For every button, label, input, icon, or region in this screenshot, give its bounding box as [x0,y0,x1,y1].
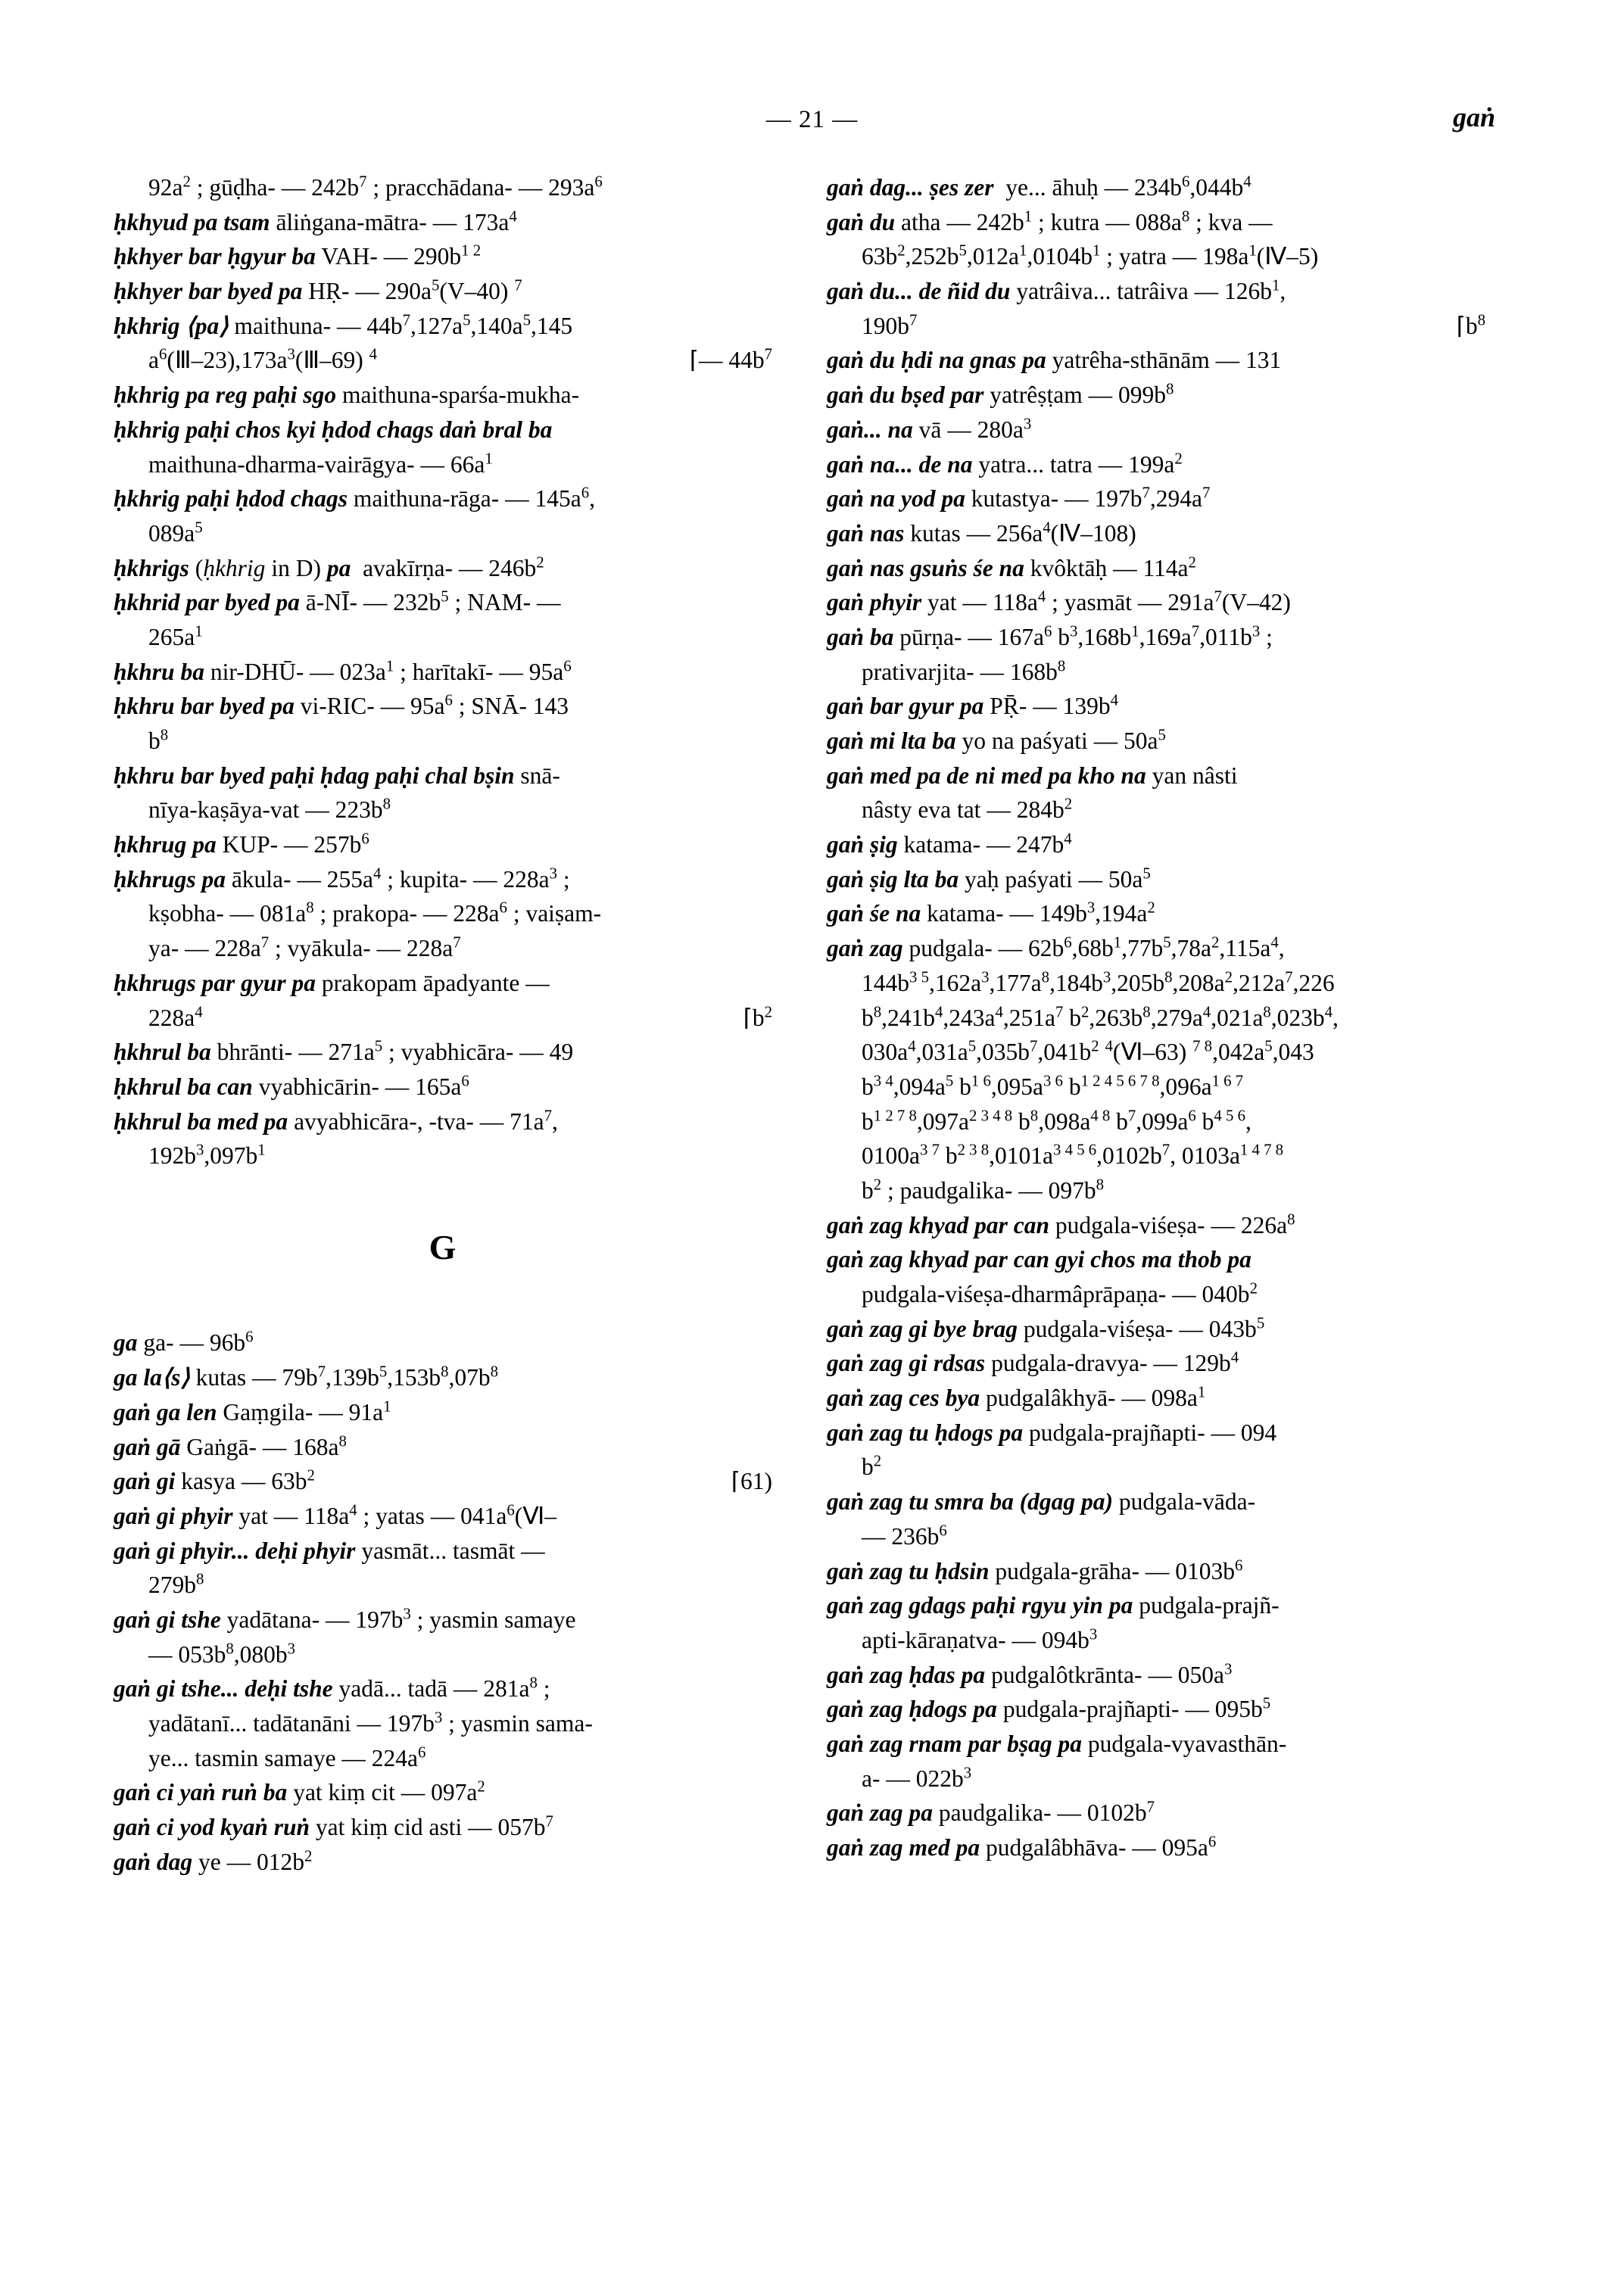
headword: gaṅ zag pa [827,1799,934,1827]
gloss: $b^{3 4},094a^5$ $b^{1 6},095a^{3 6}$ $b^{1 2 4 5 6 7 8},096a^{1 6 7}$ [862,1072,1244,1100]
headword: gaṅ gi phyir... deḥi phyir [114,1537,356,1564]
marginal-note: ⌈— $44b^7$ [689,345,772,374]
headword: gaṅ ga len [114,1398,217,1425]
headword: gaṅ ci yod kyaṅ ruṅ [114,1814,310,1841]
dictionary-entry [827,551,1485,585]
gloss: bhrānti- — $271a^5$ ; vyabhicāra- — 49 [217,1037,574,1066]
dictionary-entry [827,274,1485,308]
dictionary-entry [114,1603,772,1637]
gloss: nir-DHŪ- — $023a^1$ ; harītakī- — $95a^6$ [210,657,572,685]
entry-continuation [827,1104,1485,1139]
entry-continuation [827,1173,1485,1207]
gloss: yadā... tadā — $281a^8$ ; [338,1674,550,1703]
headword: gaṅ... na [827,416,913,443]
gloss: yat kiṃ cit — $097a^2$ [293,1777,485,1806]
entry-continuation [827,1450,1485,1484]
headword: gaṅ du bṣed par [827,382,984,409]
dictionary-entry [114,827,772,861]
headword: gaṅ zag [827,935,903,962]
entry-continuation [827,1519,1485,1553]
entry-continuation [827,1623,1485,1657]
dictionary-entry [827,1830,1485,1865]
dictionary-entry [827,931,1485,965]
entry-continuation [827,309,1485,343]
entry-continuation [827,1762,1485,1796]
right-column [827,170,1485,1879]
headword: gaṅ śe na [827,900,921,927]
gloss: ye — $012b^2$ [198,1847,313,1875]
gloss: pudgala-prajñapti- — $095b^5$ [1002,1694,1271,1723]
gloss: katama- — $149b^3,194a^2$ [927,899,1155,927]
dictionary-entry [114,1070,772,1104]
gloss: ṣes zer ye... āhuḥ — $234b^6,044b^4$ [929,173,1252,201]
dictionary-entry [827,343,1485,377]
headword: ḥkhyer bar ḥgyur ba [114,243,316,270]
headword: ḥkhrig paḥi chos kyi ḥdod chags daṅ bral ba [114,416,553,443]
gloss: $92a^2$ ; gūḍha- — $242b^7$ ; pracchādana- — $293a^6$ [148,173,603,201]
dictionary-entry [114,1395,772,1429]
entry-continuation [114,793,772,827]
gloss: Gaṅgā- — $168a^8$ [186,1432,347,1460]
dictionary-entry [114,689,772,723]
gloss: yaḥ paśyati — $50a^5$ [965,865,1151,893]
gloss: pudgala-viśeṣa-dharmâprāpaṇa- — $040b^2$ [862,1279,1258,1307]
gloss: ākula- — $255a^4$ ; kupita- — $228a^3$ ; [231,865,570,893]
dictionary-entry [827,170,1485,204]
dictionary-entry [827,1588,1485,1622]
headword: ḥkhrugs pa [114,865,226,893]
gloss: a- — $022b^3$ [862,1764,972,1792]
gloss: ya- — $228a^7$ ; vyākula- — $228a^7$ [148,933,461,962]
headword: gaṅ zag ḥdas pa [827,1661,986,1688]
entry-continuation [827,655,1485,689]
entry-continuation [114,170,772,204]
entry-continuation [114,931,772,965]
headword: gaṅ gi phyir [114,1502,233,1529]
gloss: Gaṃgila- — $91a^1$ [223,1397,391,1425]
dictionary-entry [114,759,772,793]
headword: ḥkhyud pa tsam [114,208,270,235]
gloss: ga- — $96b^6$ [143,1328,254,1357]
headword: ḥkhru bar byed pa [114,693,295,720]
gloss: prakopam āpadyante — [321,969,550,996]
gloss: maithuna-rāga- — $145a^6$, [353,484,596,512]
dictionary-entry [114,655,772,689]
page-header [0,102,1624,151]
dictionary-entry [114,1499,772,1533]
dictionary-entry [827,1312,1485,1346]
gloss: $b^2$ ; paudgalika- — $097b^8$ [862,1176,1104,1204]
dictionary-entry [827,516,1485,550]
entry-continuation [827,239,1485,273]
headword: ḥkhrid par byed pa [114,589,300,616]
gloss: $b^{1 2 7 8},097a^{2 3 4 8}$ $b^8,098a^{4 8}$ $b^7,099a^6$ $b^{4 5 6}$, [862,1107,1252,1135]
dictionary-entry [827,1416,1485,1450]
running-head: gaṅ [1452,102,1495,132]
dictionary-entry [114,1035,772,1069]
gloss: apti-kāraṇatva- — $094b^3$ [862,1625,1098,1653]
gloss: maithuna-sparśa-mukha- [341,382,580,409]
dictionary-entry [827,413,1485,447]
headword: gaṅ zag gdags paḥi rgyu yin pa [827,1592,1133,1619]
gloss: kṣobha- — $081a^8$ ; prakopa- — $228a^6$ ; vaiṣam- [148,899,602,927]
gloss: pudgala-prajñapti- — 094 [1028,1419,1277,1446]
headword: gaṅ ṣig lta ba [827,865,959,893]
gloss: KUP- — $257b^6$ [222,830,369,858]
headword: gaṅ zag khyad par can gyi chos ma thob pa [827,1246,1252,1273]
gloss: — $053b^8,080b^3$ [148,1640,296,1668]
section-letter-heading: G [429,1228,457,1267]
dictionary-entry [827,759,1485,793]
entry-continuation [827,966,1485,1000]
entry-continuation [114,1568,772,1602]
gloss: kasya — $63b^2$ [181,1466,315,1495]
gloss: PṜ- — $139b^4$ [990,691,1118,720]
headword: gaṅ dag... [827,174,924,201]
headword: gaṅ zag med pa [827,1834,980,1861]
gloss: nâsty eva tat — $284b^2$ [862,795,1073,824]
headword: ḥkhyer bar byed pa [114,278,303,305]
gloss: pudgala- — $62b^6,68b^1,77b^5,78a^2,115a^4$, [909,933,1285,962]
gloss: yasmāt... tasmāt — [361,1537,545,1564]
dictionary-entry [827,827,1485,861]
gloss: yat kiṃ cid asti — $057b^7$ [315,1812,553,1841]
dictionary-entry [114,1810,772,1844]
dictionary-entry [827,1692,1485,1726]
dictionary-entry [827,620,1485,654]
dictionary-entry [827,447,1485,481]
gloss: yatrêha-sthānām — 131 [1052,347,1282,374]
gloss: paudgalika- — $0102b^7$ [938,1798,1155,1827]
headword: ḥkhrig pa reg paḥi sgo [114,382,337,409]
gloss: $144b^{3 5},162a^3,177a^8,184b^3,205b^8,208a^2,212a^7,226$ [862,968,1335,996]
gloss: pūrṇa- — $167a^6$ $b^3,168b^1,169a^7,011b^3$ ; [899,622,1273,650]
gloss: nīya-kaṣāya-vat — $223b^8$ [148,795,391,824]
entry-continuation [827,1001,1485,1035]
gloss: pudgala-vāda- [1118,1488,1256,1516]
headword: gaṅ nas gsuṅs śe na [827,554,1024,581]
gloss: HṚ- — $290a^5(V-40)$ $^7$ [308,276,522,305]
dictionary-entry [114,551,772,585]
gloss: yatrâiva... tatrâiva — $126b^1$, [1016,276,1286,305]
gloss: yat — $118a^4$ ; yatas — $041a^6(Ⅵ-$ [238,1501,556,1529]
gloss: katama- — $247b^4$ [903,830,1072,858]
headword: gaṅ na yod pa [827,485,965,512]
gloss: (ḥkhrig in D) pa avakīrṇa- — $246b^2$ [195,553,544,581]
dictionary-entry [114,1464,772,1498]
headword: gaṅ zag gi rdsas [827,1350,986,1377]
dictionary-entry [114,1326,772,1360]
gloss: kutas — $79b^7,139b^5,153b^8,07b^8$ [195,1363,499,1391]
entry-continuation [114,896,772,930]
dictionary-entry [114,1671,772,1706]
gloss: snā- [520,762,560,789]
gloss: pudgala-viśeṣa- — $226a^8$ [1055,1210,1295,1238]
headword: gaṅ zag tu ḥdsin [827,1557,990,1584]
gloss: kvôktāḥ — $114a^2$ [1030,553,1196,581]
gloss: pudgala-grāha- — $0103b^6$ [995,1556,1243,1584]
dictionary-entry [827,1381,1485,1415]
dictionary-entry [827,724,1485,758]
dictionary-entry [827,1485,1485,1519]
marginal-note: $⌈b^2$ [743,1003,772,1031]
gloss: pudgala-vyavasthān- [1087,1730,1287,1757]
headword: gaṅ gi tshe [114,1606,221,1633]
headword: gaṅ na... de na [827,450,973,478]
gloss: maithuna-dharma-vairāgya- — $66a^1$ [148,450,493,478]
headword: ga [114,1329,138,1357]
entry-continuation [114,1706,772,1740]
dictionary-entry [827,1554,1485,1588]
page-number: — 21 — [765,106,859,133]
headword: gaṅ bar gyur pa [827,693,984,720]
gloss: prativarjita- — $168b^8$ [862,657,1066,685]
headword: gaṅ gi [114,1468,176,1495]
entry-continuation [827,1277,1485,1311]
entry-continuation [114,343,772,377]
headword: gaṅ mi lta ba [827,727,956,754]
dictionary-entry [827,1727,1485,1761]
gloss: avyabhicāra-, -tva- — $71a^7$, [294,1107,558,1135]
headword: gaṅ du ḥdi na gnas pa [827,347,1046,374]
dictionary-entry [827,585,1485,619]
dictionary-entry [827,1242,1485,1276]
gloss: vā — $280a^3$ [918,415,1032,443]
gloss: pudgala-dravya- — $129b^4$ [991,1348,1239,1377]
gloss: ā-NĪ- — $232b^5$ ; NAM- — [305,587,561,616]
gloss: yadātana- — $197b^3$ ; yasmin samaye [226,1605,576,1633]
headword: ḥkhrig ⟨pa⟩ [114,312,229,339]
dictionary-entry [114,309,772,343]
entry-continuation [114,1139,772,1173]
entry-continuation [114,724,772,758]
dictionary-entry [114,1360,772,1394]
entry-continuation [827,1139,1485,1173]
entry-continuation [114,516,772,550]
gloss: kutas — $256a^4(Ⅳ-108)$ [910,519,1136,547]
gloss: vyabhicārin- — $165a^6$ [258,1072,469,1100]
gloss: $0100a^{3 7}$ $b^{2 3 8},0101a^{3 4 5 6},0102b^7$, $0103a^{1 4 7 8}$ [862,1141,1284,1170]
dictionary-entry [114,1104,772,1139]
headword: ḥkhru ba [114,658,204,685]
dictionary-entry [827,481,1485,516]
entry-continuation [827,1070,1485,1104]
headword: gaṅ zag gi bye brag [827,1315,1018,1342]
gloss: $b^8,241b^4,243a^4,251a^7$ $b^2,263b^8,279a^4,021a^8,023b^4$, [862,1003,1339,1031]
gloss: $63b^2,252b^5,012a^1,0104b^1$ ; yatra — $198a^1(Ⅳ-5)$ [862,241,1319,270]
entry-continuation [114,1001,772,1035]
headword: gaṅ nas [827,519,905,547]
headword: gaṅ phyir [827,589,922,616]
dictionary-entry [827,1208,1485,1242]
gloss: yat — $118a^4$ ; yasmāt — $291a^7(V-42)$ [927,587,1291,616]
gloss: atha — $242b^1$ ; kutra — $088a^8$ ; kva — [901,207,1273,235]
dictionary-entry [827,1796,1485,1830]
headword: gaṅ gi tshe... deḥi tshe [114,1675,333,1703]
headword: gaṅ med pa de ni med pa kho na [827,762,1146,789]
dictionary-entry [827,1658,1485,1692]
gloss: $a^6(Ⅲ-23),173a^3(Ⅲ-69)$ $^4$ [148,345,378,374]
headword: gaṅ du [827,208,896,235]
headword: ḥkhrug pa [114,831,217,858]
headword: gaṅ dag [114,1848,193,1875]
gloss: yo na paśyati — $50a^5$ [962,726,1166,754]
headword: ga la⟨s⟩ [114,1364,190,1391]
gloss: āliṅgana-mātra- — $173a^4$ [276,207,517,235]
gloss: $265a^1$ [148,622,203,650]
dictionary-entry [114,1775,772,1809]
entry-continuation [114,620,772,654]
dictionary-entry [114,205,772,239]
two-column-body [114,170,1514,1879]
headword: ḥkhrugs par gyur pa [114,969,316,996]
headword: gaṅ ba [827,623,894,650]
dictionary-entry [827,896,1485,930]
gloss: yan nâsti [1152,762,1238,789]
gloss: ye... tasmin samaye — $224a^6$ [148,1743,426,1771]
gloss: pudgala-prajñ- [1139,1592,1280,1619]
dictionary-entry [114,239,772,273]
dictionary-entry [114,413,772,447]
gloss: vi-RIC- — $95a^6$ ; SNĀ- 143 [300,691,569,720]
dictionary-entry [114,1534,772,1568]
headword: ḥkhru bar byed paḥi ḥdag paḥi chal bṣin [114,762,515,789]
left-column [114,170,772,1879]
gloss: yatrêṣṭam — $099b^8$ [990,380,1174,409]
gloss: $b^8$ [148,726,169,754]
headword: ḥkhrig paḥi ḥdod chags [114,485,348,512]
marginal-note: ⌈61) [731,1468,772,1495]
headword: gaṅ zag ḥdogs pa [827,1696,997,1723]
gloss: $279b^8$ [148,1570,204,1599]
entry-continuation [827,1035,1485,1069]
gloss: kutastya- — $197b^7,294a^7$ [971,484,1211,512]
gloss: pudgalâkhyā- — $098a^1$ [985,1383,1206,1412]
dictionary-entry [827,862,1485,896]
dictionary-entry [827,1346,1485,1380]
dictionary-entry [114,966,772,1000]
headword: ḥkhrul ba med pa [114,1108,288,1135]
gloss: — $236b^6$ [862,1522,947,1550]
dictionary-entry [114,1430,772,1464]
headword: gaṅ zag ces bya [827,1385,980,1412]
headword: gaṅ zag tu ḥdogs pa [827,1419,1024,1446]
dictionary-entry [114,862,772,896]
gloss: pudgalâbhāva- — $095a^6$ [986,1833,1217,1861]
headword: gaṅ zag khyad par can [827,1211,1050,1238]
gloss: pudgala-viśeṣa- — $043b^5$ [1023,1314,1265,1342]
entry-continuation [114,447,772,481]
headword: ḥkhrul ba can [114,1073,253,1100]
dictionary-entry [114,274,772,308]
gloss: maithuna- — $44b^7,127a^5,140a^5,145$ [234,311,573,339]
gloss: yadātanī... tadātanāni — $197b^3$ ; yasmin sama- [148,1709,593,1737]
dictionary-entry [827,205,1485,239]
marginal-note: $⌈b^8$ [1456,311,1485,339]
dictionary-entry [827,689,1485,723]
entry-continuation [827,793,1485,827]
headword: gaṅ ci yaṅ ruṅ ba [114,1779,288,1806]
dictionary-entry [827,378,1485,412]
dictionary-entry [114,585,772,619]
dictionary-entry [114,378,772,412]
gloss: $190b^7$ [862,311,918,339]
dictionary-entry [114,1845,772,1879]
gloss: $030a^4,031a^5,035b^7,041b^2$ $^4$(Ⅵ–63) $^{7 8},042a^5,043$ [862,1037,1314,1066]
entry-continuation [114,1741,772,1775]
gloss: $b^2$ [862,1452,882,1481]
gloss: yatra... tatra — $199a^2$ [978,450,1183,478]
dictionary-entry [114,481,772,516]
headword: gaṅ zag tu smra ba (dgag pa) [827,1488,1114,1516]
gloss: $089a^5$ [148,519,203,547]
headword: ḥkhrigs [114,554,189,581]
headword: gaṅ zag rnam par bṣag pa [827,1730,1082,1757]
headword: gaṅ gā [114,1433,181,1460]
headword: gaṅ ṣig [827,831,898,858]
gloss: VAH- — $290b^{1 2}$ [321,241,482,270]
headword: gaṅ du... de ñid du [827,278,1011,305]
gloss: $192b^3,097b^1$ [148,1141,266,1170]
gloss: $228a^4$ [148,1003,203,1031]
gloss: pudgalôtkrānta- — $050a^3$ [991,1660,1233,1688]
headword: ḥkhrul ba [114,1039,211,1066]
entry-continuation [114,1637,772,1671]
